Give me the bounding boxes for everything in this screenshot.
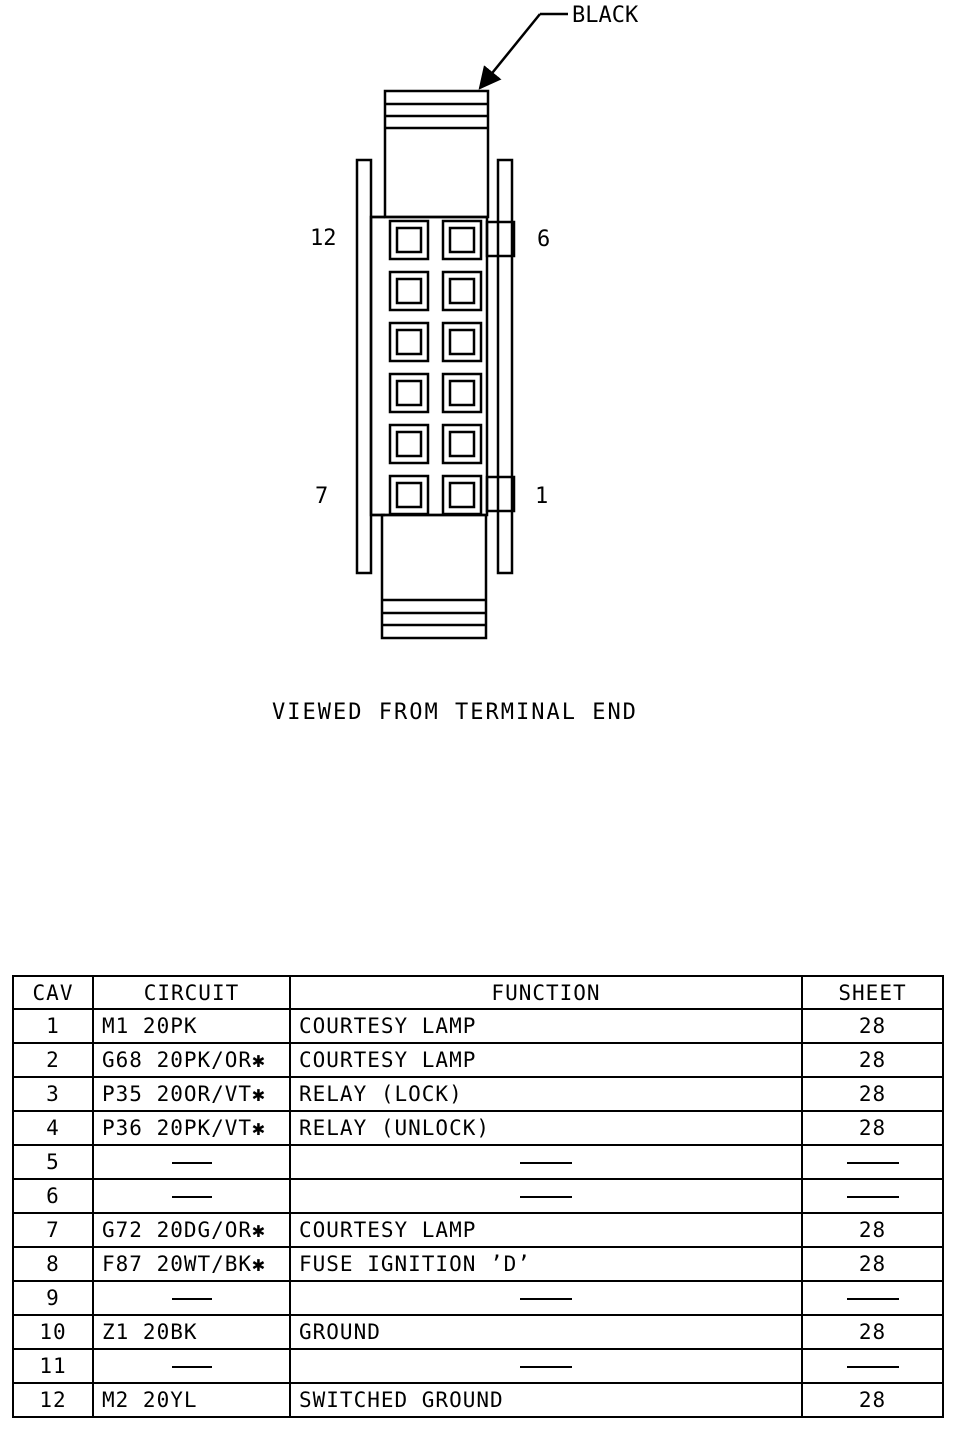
cavity-11 <box>390 272 428 310</box>
connector-body <box>357 91 514 638</box>
table-row <box>13 1145 943 1179</box>
cavity-terminal <box>450 483 474 507</box>
cav-cell: 7 <box>13 1213 93 1247</box>
cav-cell: 5 <box>13 1145 93 1179</box>
cavity-terminal <box>397 483 421 507</box>
sheet-cell <box>802 1281 943 1315</box>
empty-dash <box>520 1366 572 1368</box>
cavity-label-12: 12 <box>310 226 337 251</box>
function-cell: GROUND <box>290 1315 802 1349</box>
cavity-terminal <box>450 228 474 252</box>
sheet-cell <box>802 1145 943 1179</box>
cav-cell: 4 <box>13 1111 93 1145</box>
wire-color-label: BLACK <box>572 3 639 28</box>
cavity-terminal <box>450 381 474 405</box>
cav-cell: 10 <box>13 1315 93 1349</box>
diagram-caption: VIEWED FROM TERMINAL END <box>272 700 638 725</box>
function-cell: COURTESY LAMP <box>290 1009 802 1043</box>
header-circuit: CIRCUIT <box>93 976 290 1009</box>
cav-cell: 8 <box>13 1247 93 1281</box>
empty-dash <box>172 1298 212 1300</box>
left-latch <box>357 160 371 573</box>
circuit-cell: F87 20WT/BK✱ <box>93 1247 290 1281</box>
cavity-terminal <box>397 330 421 354</box>
circuit-cell: M2 20YL <box>93 1383 290 1417</box>
sheet-cell: 28 <box>802 1009 943 1043</box>
table-row <box>13 1213 943 1247</box>
cavity-label-6: 6 <box>537 227 551 252</box>
table-row <box>13 1383 943 1417</box>
cav-cell: 2 <box>13 1043 93 1077</box>
cavity-terminal <box>450 330 474 354</box>
circuit-cell <box>93 1349 290 1383</box>
cavity-4 <box>443 323 481 361</box>
cavity-9 <box>390 374 428 412</box>
table-row <box>13 1077 943 1111</box>
function-cell <box>290 1281 802 1315</box>
cavity-terminal <box>397 381 421 405</box>
cav-cell: 1 <box>13 1009 93 1043</box>
sheet-cell: 28 <box>802 1077 943 1111</box>
cav-cell: 9 <box>13 1281 93 1315</box>
table-header-row <box>13 976 943 1009</box>
cav-cell: 6 <box>13 1179 93 1213</box>
header-sheet: SHEET <box>802 976 943 1009</box>
empty-dash <box>520 1162 572 1164</box>
function-cell: SWITCHED GROUND <box>290 1383 802 1417</box>
circuit-cell: G68 20PK/OR✱ <box>93 1043 290 1077</box>
table-row <box>13 1349 943 1383</box>
cav-cell: 3 <box>13 1077 93 1111</box>
cavity-2 <box>443 425 481 463</box>
empty-dash <box>172 1162 212 1164</box>
function-cell: COURTESY LAMP <box>290 1043 802 1077</box>
table-row <box>13 1315 943 1349</box>
leader-arrow <box>480 14 540 88</box>
circuit-cell: P35 20OR/VT✱ <box>93 1077 290 1111</box>
cavity-7 <box>390 476 428 514</box>
sheet-cell: 28 <box>802 1383 943 1417</box>
function-cell <box>290 1145 802 1179</box>
table-row <box>13 1247 943 1281</box>
table-row <box>13 1009 943 1043</box>
empty-dash <box>847 1162 899 1164</box>
cavity-5 <box>443 272 481 310</box>
header-cav: CAV <box>13 976 93 1009</box>
cavity-terminal <box>397 432 421 456</box>
table-row <box>13 1179 943 1213</box>
function-cell: RELAY (UNLOCK) <box>290 1111 802 1145</box>
table-row <box>13 1281 943 1315</box>
sheet-cell: 28 <box>802 1043 943 1077</box>
function-cell: FUSE IGNITION ’D’ <box>290 1247 802 1281</box>
sheet-cell: 28 <box>802 1213 943 1247</box>
pinout-table <box>12 975 944 1418</box>
sheet-cell: 28 <box>802 1315 943 1349</box>
table-row <box>13 1043 943 1077</box>
cavity-12 <box>390 221 428 259</box>
tab-lower <box>487 477 514 511</box>
cavity-8 <box>390 425 428 463</box>
circuit-cell: Z1 20BK <box>93 1315 290 1349</box>
circuit-cell <box>93 1281 290 1315</box>
function-cell: COURTESY LAMP <box>290 1213 802 1247</box>
cavity-terminal <box>397 279 421 303</box>
header-function: FUNCTION <box>290 976 802 1009</box>
sheet-cell <box>802 1179 943 1213</box>
table-row <box>13 1111 943 1145</box>
sheet-cell <box>802 1349 943 1383</box>
circuit-cell <box>93 1179 290 1213</box>
cavity-terminal <box>450 432 474 456</box>
empty-dash <box>847 1298 899 1300</box>
function-cell <box>290 1349 802 1383</box>
cavity-label-1: 1 <box>535 484 549 509</box>
empty-dash <box>847 1366 899 1368</box>
tab-upper <box>487 222 514 256</box>
cavity-6 <box>443 221 481 259</box>
empty-dash <box>847 1196 899 1198</box>
cavity-terminal <box>397 228 421 252</box>
circuit-cell: P36 20PK/VT✱ <box>93 1111 290 1145</box>
function-cell: RELAY (LOCK) <box>290 1077 802 1111</box>
cavity-3 <box>443 374 481 412</box>
connector-diagram <box>0 0 960 700</box>
cav-cell: 12 <box>13 1383 93 1417</box>
cav-cell: 11 <box>13 1349 93 1383</box>
empty-dash <box>520 1196 572 1198</box>
cavity-label-7: 7 <box>315 484 329 509</box>
circuit-cell <box>93 1145 290 1179</box>
sheet-cell: 28 <box>802 1111 943 1145</box>
sheet-cell: 28 <box>802 1247 943 1281</box>
cavity-10 <box>390 323 428 361</box>
function-cell <box>290 1179 802 1213</box>
empty-dash <box>172 1196 212 1198</box>
cavity-terminal <box>450 279 474 303</box>
cavity-1 <box>443 476 481 514</box>
cavity-grid <box>390 221 481 514</box>
circuit-cell: M1 20PK <box>93 1009 290 1043</box>
empty-dash <box>520 1298 572 1300</box>
empty-dash <box>172 1366 212 1368</box>
circuit-cell: G72 20DG/OR✱ <box>93 1213 290 1247</box>
